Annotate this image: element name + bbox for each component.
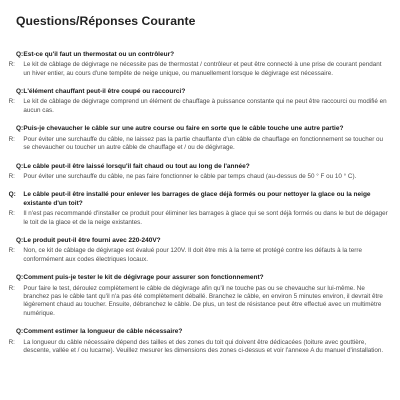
question-marker: Q: — [16, 88, 24, 96]
question-text: Comment puis-je tester le kit de dégivrage pour assurer son fonctionnement? — [23, 274, 264, 282]
answer-marker: R: — [8, 210, 15, 218]
faq-item — [8, 328, 390, 355]
faq-question — [16, 163, 390, 172]
faq-item — [8, 191, 390, 227]
faq-item — [8, 162, 390, 182]
answer-text: Pour éviter une surchauffe du câble, ne laissez pas la partie chauffante d'un câble de chauffage en fonctionnement se toucher ou se chevaucher ou toucher un autre câble de chauffage et / ou de dégivrage. — [23, 135, 384, 151]
question-text: L'élément chauffant peut-il être coupé ou raccourci? — [23, 88, 186, 96]
answer-marker: R: — [8, 98, 15, 106]
faq-answer — [8, 172, 390, 181]
question-text: Est-ce qu'il faut un thermostat ou un contrôleur? — [23, 51, 175, 58]
question-marker: Q: — [8, 191, 16, 199]
faq-question — [16, 88, 390, 97]
faq-answer — [8, 338, 390, 356]
faq-answer — [8, 247, 390, 264]
faq-item — [8, 88, 390, 115]
faq-answer — [8, 135, 390, 153]
question-text: Puis-je chevaucher le câble sur une autre course ou faire en sorte que le câble touche une autre partie? — [23, 125, 344, 133]
answer-text: Non, ce kit de câblage de dégivrage est évalué pour 120V. Il doit être mis à la terre et protégé contre les défauts à la terre conformément aux codes électriques locaux. — [23, 247, 362, 263]
faq-answer — [8, 98, 390, 115]
faq-question — [16, 328, 390, 337]
answer-text: La longueur du câble nécessaire dépend des tailles et des zones du toit qui doivent être dédicacées (toiture avec gouttière, descente, vallée et / ou lucarne). Veuillez mesurer les dimensions des zones ci-dessus et voir l'annexe A du manuel d'installation. — [23, 338, 384, 354]
question-marker: Q: — [16, 237, 24, 245]
faq-list — [8, 51, 390, 355]
answer-marker: R: — [8, 135, 15, 143]
page-title: Questions/Réponses Courante — [16, 14, 196, 28]
question-text: Le produit peut-il être fourni avec 220-240V? — [23, 237, 161, 245]
question-marker: Q: — [16, 51, 24, 58]
answer-marker: R: — [8, 284, 15, 292]
faq-item — [8, 125, 390, 152]
question-text: Comment estimer la longueur de câble nécessaire? — [23, 328, 183, 336]
answer-text: Il n'est pas recommandé d'installer ce produit pour éliminer les barrages à glace qui se sont déjà formés ou dans le but de dégager le toit de la glace et de la neige existantes. — [23, 210, 388, 226]
answer-marker: R: — [8, 338, 15, 346]
faq-answer — [8, 61, 390, 78]
question-marker: Q: — [16, 328, 24, 336]
faq-answer — [8, 284, 390, 319]
question-text: Le câble peut-il être installé pour enlever les barrages de glace déjà formés ou pour nettoyer la glace ou la neige existante d'un toit? — [23, 191, 371, 207]
faq-question — [16, 237, 390, 246]
answer-text: Le kit de câblage de dégivrage comprend un élément de chauffage à puissance constante qui ne peut être raccourci ou modifié en aucun cas. — [23, 98, 387, 114]
answer-marker: R: — [8, 61, 15, 69]
answer-text: Pour éviter une surchauffe du câble, ne pas faire fonctionner le câble par temps chaud (au-dessus de 50 ° F ou 10 ° C). — [23, 172, 357, 180]
faq-question — [16, 51, 390, 60]
question-marker: Q: — [16, 162, 24, 170]
question-marker: Q: — [16, 274, 24, 282]
faq-question — [16, 274, 390, 283]
faq-item — [8, 51, 390, 78]
faq-question — [16, 125, 390, 134]
answer-marker: R: — [8, 247, 15, 255]
question-text: Le câble peut-il être laissé lorsqu'il fait chaud ou tout au long de l'année? — [23, 162, 250, 170]
question-marker: Q: — [16, 125, 24, 133]
faq-item — [8, 237, 390, 264]
faq-answer — [8, 210, 390, 227]
faq-item — [8, 274, 390, 318]
faq-question — [8, 191, 390, 208]
answer-text: Pour faire le test, déroulez complètement le câble de dégivrage afin qu'il ne touche pas ou se chevauche sur lui-même. Ne branchez pas le câble tant qu'il n'a pas été complètement déballé. Branchez le câble, en environ 5 minutes environ, il devrait être légèrement chaud au toucher. Ensuite, débranchez le câble. De plus, un test de résistance peut être effectué avec un multimètre numérique. — [23, 284, 383, 317]
answer-marker: R: — [8, 172, 15, 180]
answer-text: Le kit de câblage de dégivrage ne nécessite pas de thermostat / contrôleur et peut être connecté à une prise de courant pendant un hiver entier, au cours d'une tempête de neige unique, ou manuellement lorsque le dégivrage est nécessaire. — [23, 61, 382, 77]
